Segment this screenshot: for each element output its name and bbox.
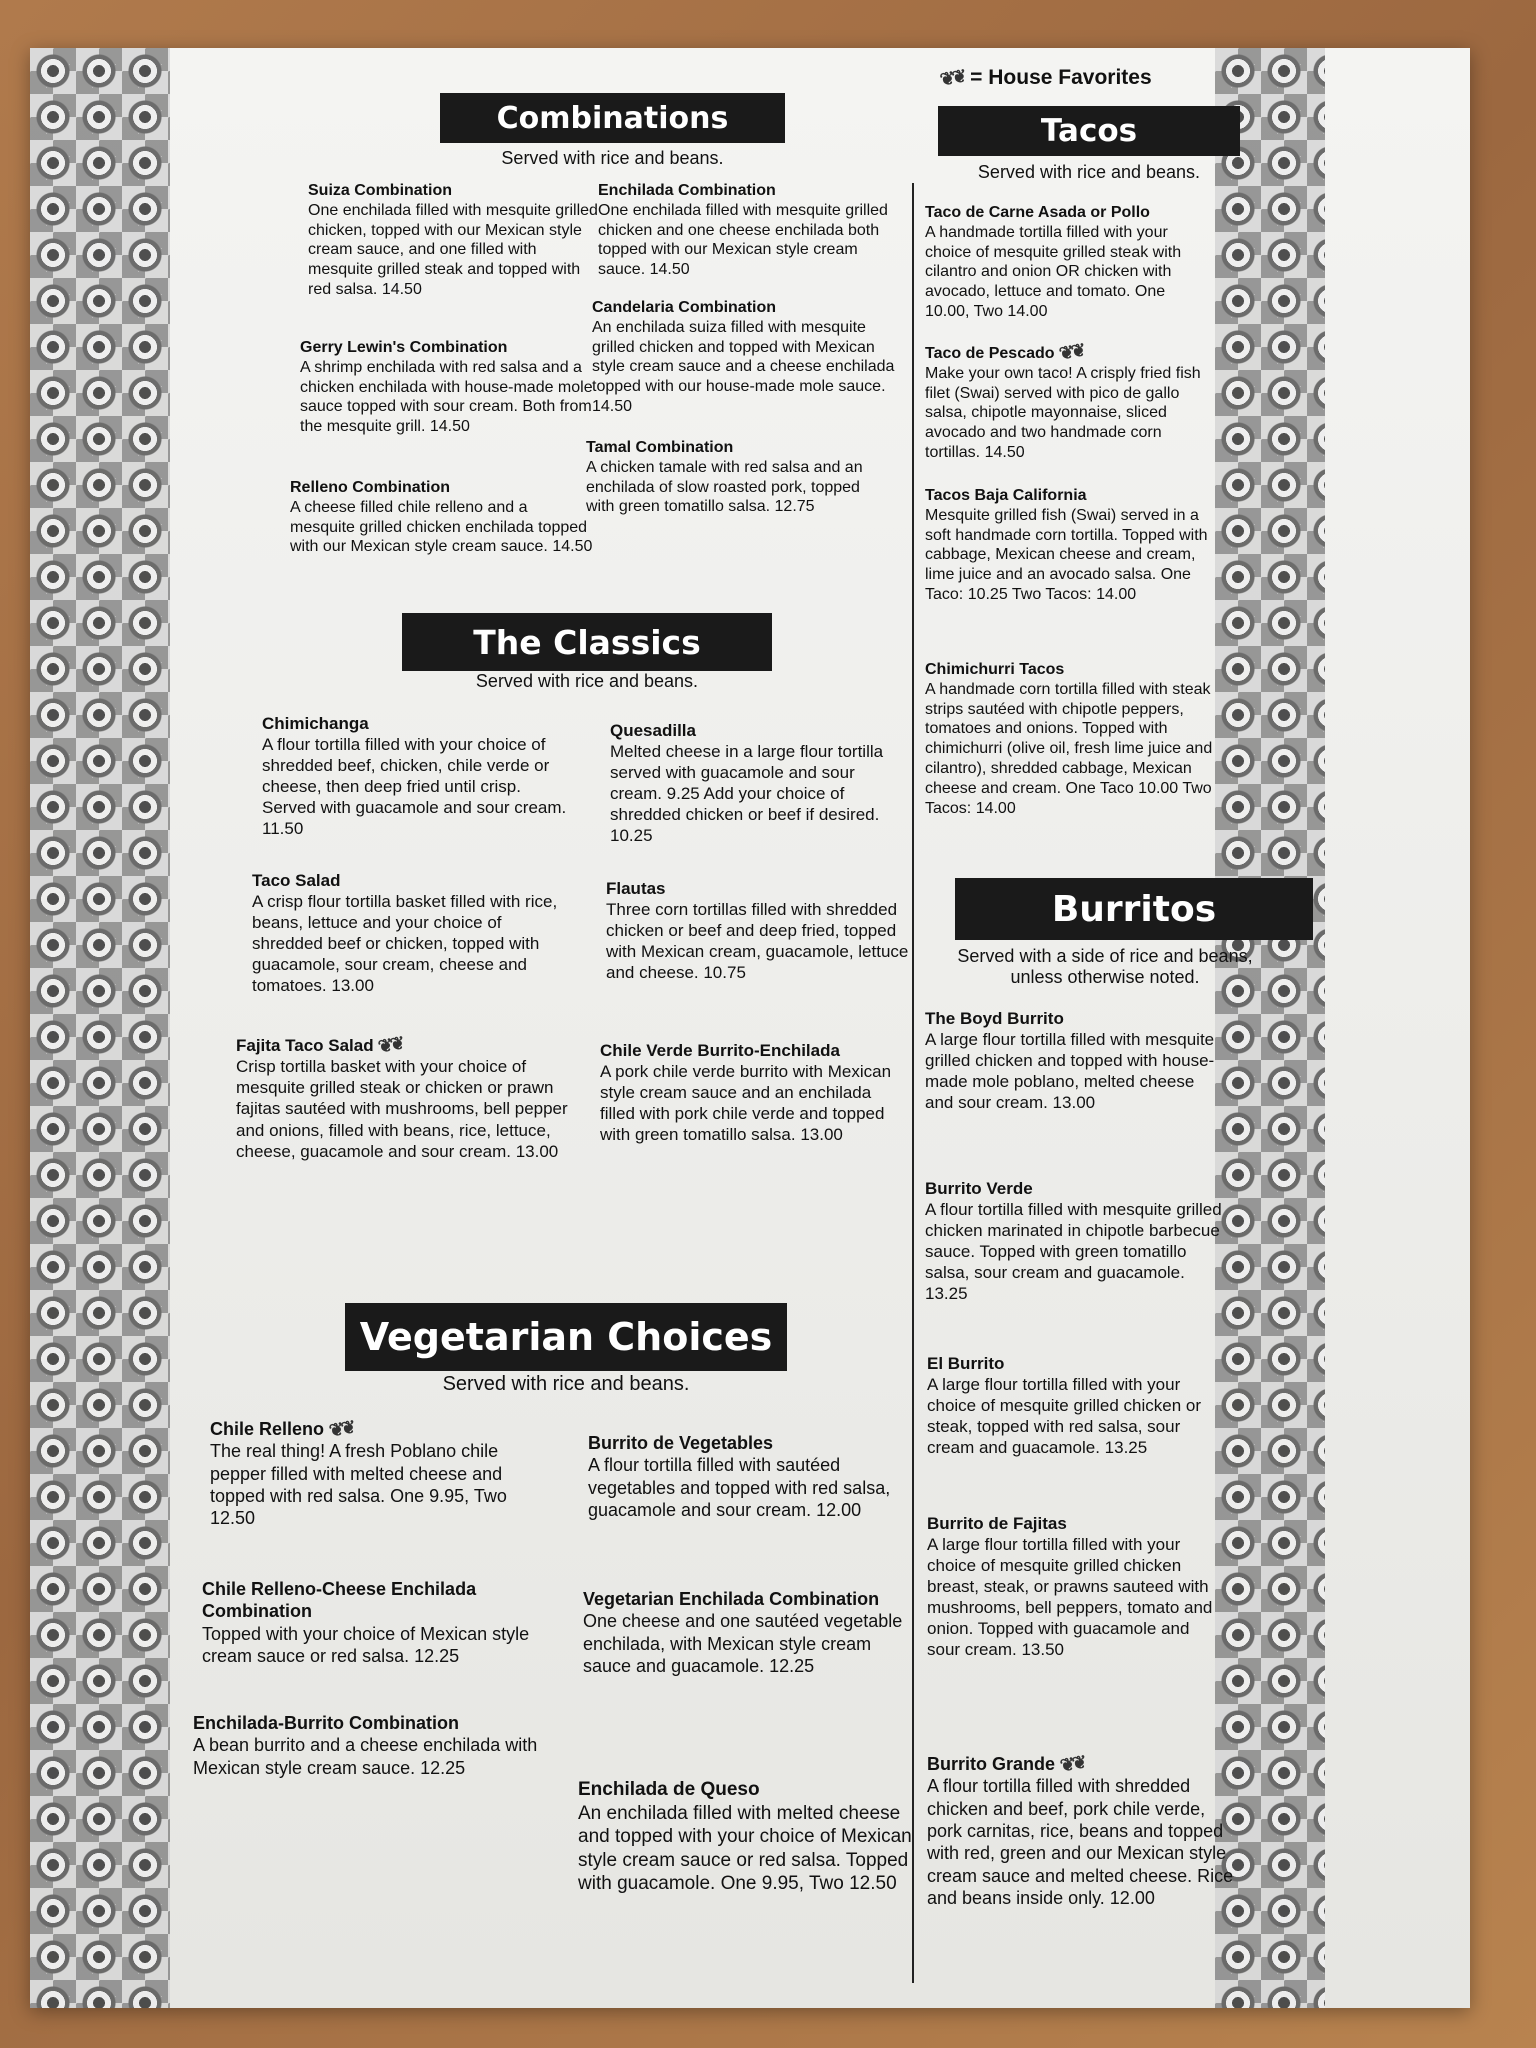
- menu-item-fajita-taco-salad: [236, 1034, 576, 1162]
- house-favorite-icon: ❦❦: [1057, 340, 1085, 364]
- combinations-subtitle: Served with rice and beans.: [501, 148, 724, 168]
- item-name-text: Burrito Grande: [927, 1754, 1056, 1774]
- house-favorite-icon: ❦❦: [327, 1417, 355, 1441]
- item-description: A flour tortilla filled with sautéed vegetables and topped with red salsa, guacamole and sour cream. 12.00: [588, 1455, 891, 1520]
- item-description: One enchilada filled with mesquite grilled chicken and one cheese enchilada both topped with our Mexican style cream sauce. 14.50: [598, 201, 888, 279]
- item-name: Burrito de Vegetables: [588, 1433, 774, 1453]
- item-description: An enchilada filled with melted cheese and topped with your choice of Mexican style cream sauce or red salsa. Topped with guacamole. One 9.95, Two 12.50: [578, 1802, 912, 1895]
- item-name: Taco de Carne Asada or Pollo: [925, 204, 1150, 221]
- item-description: A pork chile verde burrito with Mexican style cream sauce and an enchilada filled with pork chile verde and topped with green tomatillo salsa. 13.00: [600, 1062, 892, 1145]
- menu-item-vegetarian-enchilada-combination: [583, 1588, 923, 1677]
- decorative-tile-border-left: [30, 48, 170, 2008]
- item-name-text: Chile Relleno: [210, 1419, 325, 1439]
- item-name: The Boyd Burrito: [925, 1009, 1064, 1028]
- combinations-heading: Combinations: [440, 93, 785, 143]
- classics-subtitle: Served with rice and beans.: [475, 671, 699, 691]
- item-description: Make your own taco! A crisply fried fish filet (Swai) served with pico de gallo salsa, chipotle mayonnaise, sliced avocado and two handmade corn tortillas. 14.50: [925, 364, 1201, 462]
- menu-item-chile-relleno: [210, 1418, 550, 1530]
- item-name-text: Fajita Taco Salad: [236, 1036, 374, 1055]
- item-description: A crisp flour tortilla basket filled with rice, beans, lettuce and your choice of shredded beef or chicken, topped with guacamole, sour cream, cheese and tomatoes. 13.00: [252, 892, 558, 996]
- item-description: One cheese and one sautéed vegetable enchilada, with Mexican style cream sauce and guacamole. 12.25: [583, 1611, 903, 1676]
- menu-item-enchilada-de-queso: [578, 1778, 918, 1896]
- menu-item-suiza-combination: [308, 181, 598, 300]
- menu-item-enchilada-combination: [598, 181, 898, 280]
- item-name: Enchilada-Burrito Combination: [193, 1713, 460, 1733]
- burritos-subtitle: Served with a side of rice and beans, unless otherwise noted.: [957, 946, 1253, 987]
- menu-item-burrito-de-fajitas: [927, 1513, 1227, 1661]
- item-description: A bean burrito and a cheese enchilada with Mexican style cream sauce. 12.25: [193, 1735, 538, 1778]
- item-name: Flautas: [606, 879, 666, 898]
- classics-heading: The Classics: [402, 613, 772, 671]
- item-description: Mesquite grilled fish (Swai) served in a soft handmade corn tortilla. Topped with cabbage, Mexican cheese and cream, lime juice and an avocado salsa. One Taco: 10.25 Two Tacos: 14.00: [925, 506, 1208, 604]
- menu-item-tamal-combination: [586, 438, 891, 517]
- menu-item-taco-salad: [252, 870, 572, 996]
- item-name: Chimichanga: [262, 714, 369, 733]
- item-description: A flour tortilla filled with your choice of shredded beef, chicken, chile verde or cheese, then deep fried until crisp. Served with guacamole and sour cream. 11.50: [262, 735, 567, 839]
- vegetarian-subtitle: Served with rice and beans.: [442, 1373, 690, 1395]
- menu-item-quesadilla: [610, 720, 910, 846]
- menu-item-chile-verde-burrito-enchilada: [600, 1040, 910, 1145]
- menu-item-candelaria-combination: [592, 298, 897, 417]
- item-name: El Burrito: [927, 1354, 1005, 1373]
- item-name: Chimichurri Tacos: [925, 661, 1065, 678]
- menu-page: [30, 48, 1470, 2008]
- vegetarian-heading: Vegetarian Choices: [345, 1303, 787, 1371]
- house-favorites-legend: [940, 66, 1152, 90]
- item-description: Crisp tortilla basket with your choice of mesquite grilled steak or chicken or prawn fajitas sautéed with mushrooms, bell pepper and onions, filled with beans, rice, lettuce, cheese, guacamole and sour cream. 13.00: [236, 1057, 568, 1161]
- item-description: Melted cheese in a large flour tortilla served with guacamole and sour cream. 9.25 Add your choice of shredded chicken or beef if desired. 10.25: [610, 742, 884, 846]
- item-name: [925, 341, 1215, 364]
- menu-item-taco-de-pescado: [925, 341, 1215, 463]
- item-description: A large flour tortilla filled with your choice of mesquite grilled chicken breast, steak, or prawns sauteed with mushrooms, bell peppers, tomato and onion. Topped with guacamole and sour cream. 13.50: [927, 1535, 1213, 1660]
- item-description: A cheese filled chile relleno and a mesquite grilled chicken enchilada topped with our Mexican style cream sauce. 14.50: [290, 498, 593, 556]
- item-name: Taco Salad: [252, 871, 341, 890]
- item-name: Chile Relleno-Cheese Enchilada Combination: [202, 1579, 477, 1622]
- item-name: [236, 1034, 576, 1056]
- menu-item-burrito-de-vegetables: [588, 1432, 918, 1521]
- item-name-text: Taco de Pescado: [925, 345, 1055, 362]
- item-description: A shrimp enchilada with red salsa and a chicken enchilada with house-made mole sauce topped with sour cream. Both from the mesquite grill. 14.50: [300, 358, 593, 436]
- item-name: Burrito de Fajitas: [927, 1514, 1067, 1533]
- item-name: Suiza Combination: [308, 182, 452, 199]
- item-description: Topped with your choice of Mexican style cream sauce or red salsa. 12.25: [202, 1623, 530, 1666]
- item-name: Burrito Verde: [925, 1179, 1033, 1198]
- menu-item-chimichurri-tacos: [925, 660, 1215, 819]
- house-favorite-icon: ❦❦: [376, 1033, 405, 1057]
- menu-item-relleno-combination: [290, 478, 595, 557]
- column-divider: [912, 183, 914, 1983]
- menu-item-tacos-baja-california: [925, 486, 1220, 605]
- menu-item-flautas: [606, 878, 911, 983]
- item-description: An enchilada suiza filled with mesquite grilled chicken and topped with Mexican style cream sauce and a cheese enchilada topped with our house-made mole sauce. 14.50: [592, 318, 895, 416]
- burritos-heading: Burritos: [955, 878, 1313, 940]
- menu-item-chile-relleno-cheese-enchilada: [202, 1578, 542, 1667]
- item-name: Vegetarian Enchilada Combination: [583, 1589, 880, 1609]
- menu-item-enchilada-burrito-combination: [193, 1712, 563, 1779]
- item-description: A chicken tamale with red salsa and an enchilada of slow roasted pork, topped with green tomatillo salsa. 12.75: [586, 458, 863, 516]
- menu-item-gerry-lewins-combination: [300, 338, 600, 437]
- item-name: Tacos Baja California: [925, 487, 1087, 504]
- item-description: A large flour tortilla filled with mesquite grilled chicken and topped with house-made mole poblano, melted cheese and sour cream. 13.00: [925, 1030, 1215, 1113]
- item-name: [927, 1753, 1237, 1775]
- item-description: A handmade tortilla filled with your choice of mesquite grilled steak with cilantro and onion OR chicken with avocado, lettuce and tomato. One 10.00, Two 14.00: [925, 223, 1182, 321]
- leaf-cluster-icon: ❦❦: [938, 65, 966, 90]
- item-description: A handmade corn tortilla filled with steak strips sautéed with chipotle peppers, tomatoes and onions. Topped with chimichurri (olive oil, fresh lime juice and cilantro), shredded cabbage, Mexican cheese and cream. One Taco 10.00 Two Tacos: 14.00: [925, 680, 1213, 817]
- tacos-subtitle: Served with rice and beans.: [977, 162, 1201, 182]
- item-description: A flour tortilla filled with mesquite grilled chicken marinated in chipotle barbecue sauce. Topped with green tomatillo salsa, sour cream and guacamole. 13.25: [925, 1200, 1222, 1304]
- item-name: Enchilada de Queso: [578, 1779, 760, 1800]
- menu-item-el-burrito: [927, 1353, 1227, 1458]
- item-name: Chile Verde Burrito-Enchilada: [600, 1041, 840, 1060]
- menu-item-burrito-grande: [927, 1753, 1237, 1909]
- decorative-tile-border-right: [1215, 48, 1325, 2008]
- item-name: Relleno Combination: [290, 479, 450, 496]
- item-name: Gerry Lewin's Combination: [300, 339, 508, 356]
- tacos-heading: Tacos: [938, 106, 1240, 156]
- item-description: One enchilada filled with mesquite grilled chicken, topped with our Mexican style cream sauce, and one filled with mesquite grilled steak and topped with red salsa. 14.50: [308, 201, 598, 299]
- menu-item-burrito-verde: [925, 1178, 1225, 1304]
- item-name: Quesadilla: [610, 721, 696, 740]
- menu-item-the-boyd-burrito: [925, 1008, 1225, 1113]
- menu-item-taco-de-carne-asada: [925, 203, 1205, 322]
- item-description: The real thing! A fresh Poblano chile pepper filled with melted cheese and topped with red salsa. One 9.95, Two 12.50: [210, 1441, 507, 1529]
- item-description: A large flour tortilla filled with your choice of mesquite grilled chicken or steak, topped with red salsa, sour cream and guacamole. 13.25: [927, 1375, 1202, 1458]
- item-description: A flour tortilla filled with shredded chicken and beef, pork chile verde, pork carnitas, rice, beans and topped with red, green and our Mexican style cream sauce and melted cheese. Rice and beans inside only. 12.00: [927, 1776, 1234, 1908]
- item-description: Three corn tortillas filled with shredded chicken or beef and deep fried, topped with Mexican cream, guacamole, lettuce and cheese. 10.75: [606, 900, 909, 983]
- item-name: Enchilada Combination: [598, 182, 776, 199]
- house-favorite-icon: ❦❦: [1058, 1752, 1086, 1776]
- item-name: Tamal Combination: [586, 439, 734, 456]
- menu-item-chimichanga: [262, 713, 577, 839]
- item-name: [210, 1418, 550, 1440]
- legend-text: = House Favorites: [970, 66, 1152, 89]
- item-name: Candelaria Combination: [592, 299, 777, 316]
